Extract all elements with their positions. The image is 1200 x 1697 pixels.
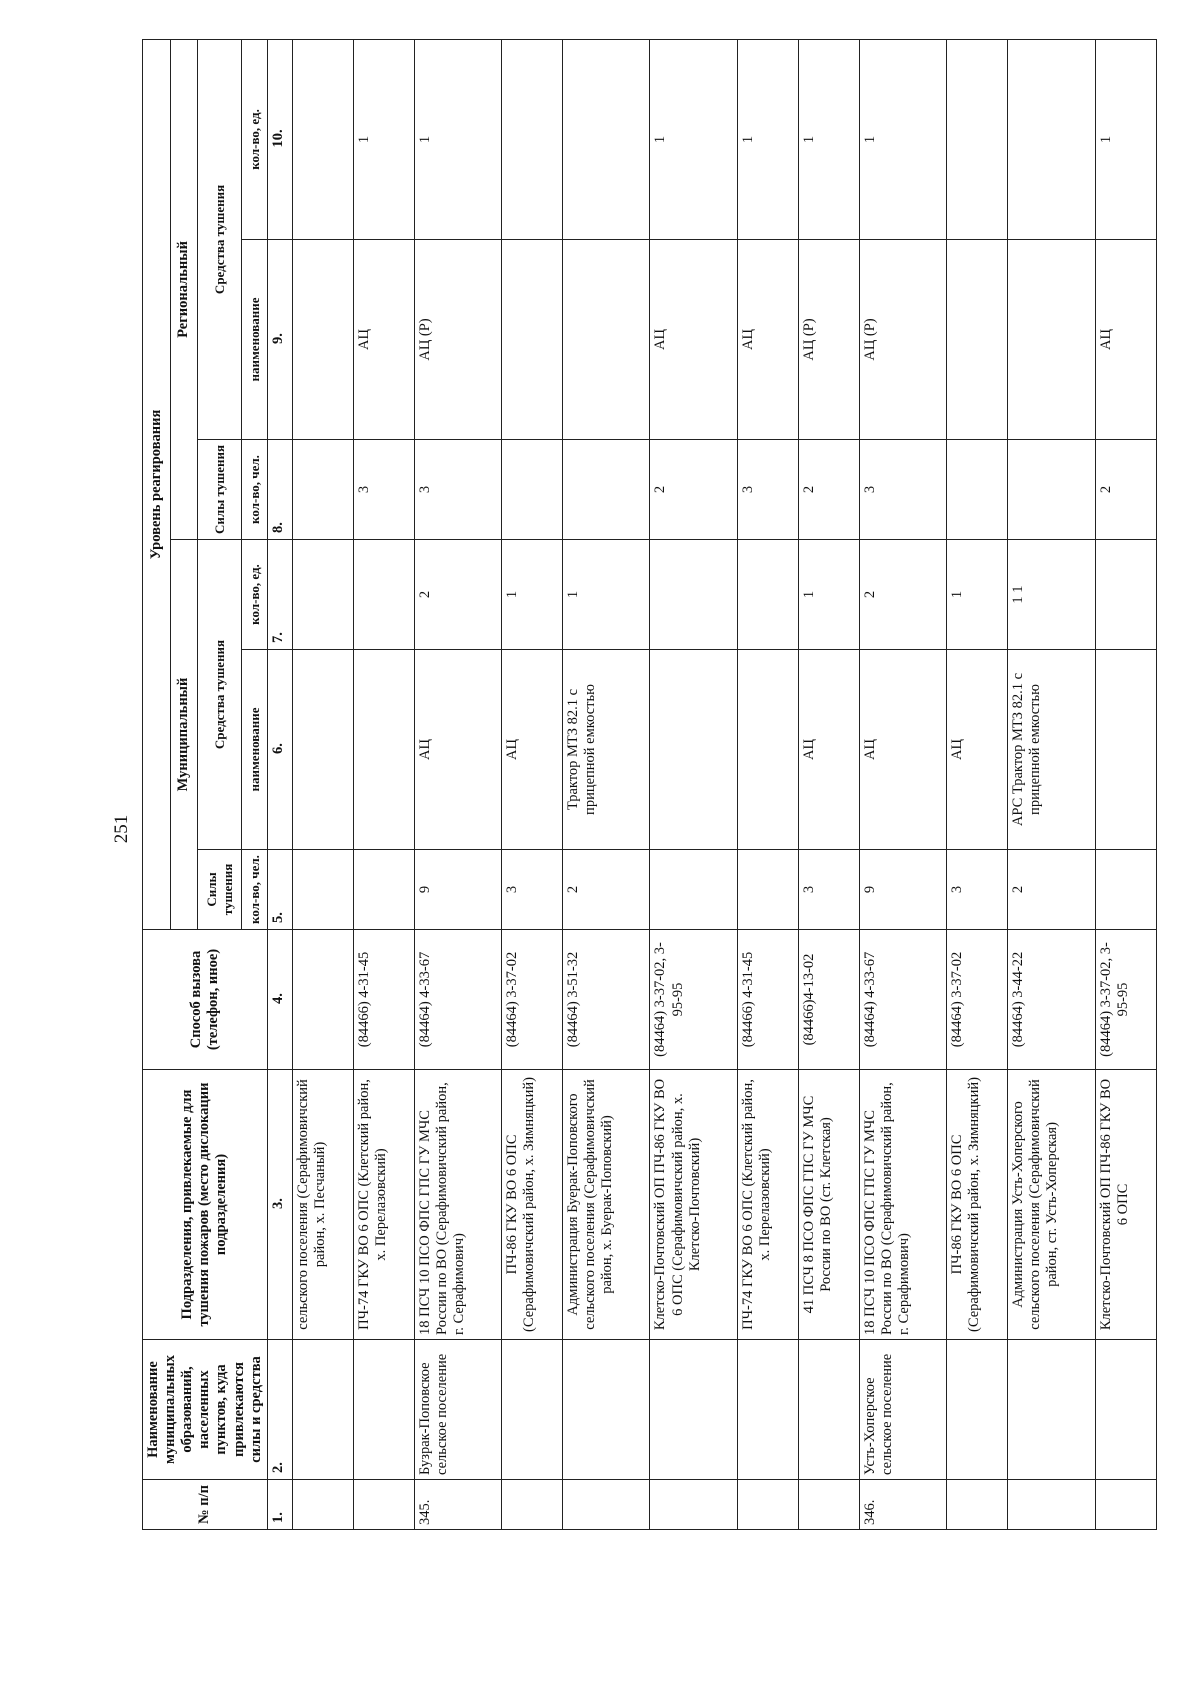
row-r-name: [1008, 240, 1095, 440]
row-phone: (84466) 4-31-45: [353, 930, 414, 1070]
table-row: [798, 39, 859, 1529]
row-phone: (84464) 4-33-67: [859, 930, 946, 1070]
row-r-forces: 3: [353, 440, 414, 540]
row-unit: сельского поселения (Серафимовичский район, х. Песчаный): [292, 1070, 353, 1340]
table-row: [353, 39, 414, 1529]
row-r-forces: [292, 440, 353, 540]
row-m-forces: 9: [414, 850, 501, 930]
row-num: [292, 1480, 353, 1530]
table-row: [502, 39, 563, 1529]
row-m-name: Трактор МТЗ 82.1 с прицепной емкостью: [562, 650, 649, 850]
row-m-qty: [353, 540, 414, 650]
row-m-name: [353, 650, 414, 850]
row-r-name: АЦ: [737, 240, 798, 440]
row-num: 346.: [859, 1480, 946, 1530]
header-municipal: Муниципальный: [170, 540, 198, 930]
row-r-forces: [562, 440, 649, 540]
header-m-forces: Силы тушения: [198, 850, 242, 930]
row-municipality: [650, 1340, 737, 1480]
row-unit: 18 ПСЧ 10 ПСО ФПС ГПС ГУ МЧС России по ВО (Серафимовичский район, г. Серафимович): [859, 1070, 946, 1340]
table-row: [562, 39, 649, 1529]
col-number: 2.: [267, 1340, 292, 1480]
header-r-qty-units: кол-во, ед.: [242, 39, 267, 239]
row-m-forces: 3: [502, 850, 563, 930]
row-unit: ПЧ-86 ГКУ ВО 6 ОПС (Серафимовичский район, х. Зимняцкий): [502, 1070, 563, 1340]
row-phone: (84464) 3-51-32: [562, 930, 649, 1070]
row-r-forces: 2: [650, 440, 737, 540]
row-municipality: [737, 1340, 798, 1480]
row-r-qty: [502, 39, 563, 239]
col-number: 8.: [267, 440, 292, 540]
col-number: 7.: [267, 540, 292, 650]
table-row: [737, 39, 798, 1529]
header-num: № п/п: [143, 1480, 268, 1530]
row-r-name: АЦ: [1095, 240, 1156, 440]
row-unit: Клетско-Почтовский ОП ПЧ-86 ГКУ ВО 6 ОПС (Серафимовичский район, х. Клетско-Почтовский): [650, 1070, 737, 1340]
row-municipality: [947, 1340, 1008, 1480]
row-municipality: Усть-Хоперское сельское поселение: [859, 1340, 946, 1480]
row-m-qty: 1: [562, 540, 649, 650]
row-m-qty: [292, 540, 353, 650]
row-m-name: АЦ: [798, 650, 859, 850]
row-municipality: [502, 1340, 563, 1480]
row-m-qty: [650, 540, 737, 650]
row-r-qty: 1: [353, 39, 414, 239]
rotated-page: [142, 40, 1132, 1530]
col-number: 9.: [267, 240, 292, 440]
row-m-qty: 1 1: [1008, 540, 1095, 650]
row-r-forces: [502, 440, 563, 540]
row-phone: (84464) 3-37-02: [947, 930, 1008, 1070]
row-m-forces: [1095, 850, 1156, 930]
row-m-qty: 1: [947, 540, 1008, 650]
row-m-forces: 2: [562, 850, 649, 930]
row-m-qty: 2: [414, 540, 501, 650]
row-m-forces: 9: [859, 850, 946, 930]
row-m-name: АЦ: [947, 650, 1008, 850]
row-r-name: АЦ (Р): [414, 240, 501, 440]
row-m-qty: [1095, 540, 1156, 650]
row-m-name: АЦ: [414, 650, 501, 850]
table-row: [1095, 39, 1156, 1529]
row-r-name: [292, 240, 353, 440]
header-r-means: Средства тушения: [198, 39, 242, 439]
row-r-qty: 1: [414, 39, 501, 239]
row-unit: Администрация Усть-Хоперского сельского поселения (Серафимовичский район, ст. Усть-Хоперская): [1008, 1070, 1095, 1340]
row-municipality: [292, 1340, 353, 1480]
row-m-forces: [650, 850, 737, 930]
row-m-qty: [737, 540, 798, 650]
header-m-qty-units: кол-во, ед.: [242, 540, 267, 650]
row-r-name: АЦ: [353, 240, 414, 440]
col-number: 4.: [267, 930, 292, 1070]
row-r-qty: 1: [1095, 39, 1156, 239]
col-number: 1.: [267, 1480, 292, 1530]
row-m-name: [1095, 650, 1156, 850]
row-num: [1095, 1480, 1156, 1530]
row-r-qty: 1: [798, 39, 859, 239]
row-m-name: АЦ: [859, 650, 946, 850]
table-row: [292, 39, 353, 1529]
row-r-forces: [1008, 440, 1095, 540]
row-r-name: [947, 240, 1008, 440]
column-number-row: [267, 39, 292, 1529]
row-r-qty: [562, 39, 649, 239]
row-phone: [292, 930, 353, 1070]
table-row: [1008, 39, 1095, 1529]
row-num: 345.: [414, 1480, 501, 1530]
row-municipality: [562, 1340, 649, 1480]
row-r-qty: 1: [859, 39, 946, 239]
row-m-name: АРС Трактор МТЗ 82.1 с прицепной емкостью: [1008, 650, 1095, 850]
table-row: [650, 39, 737, 1529]
row-unit: 41 ПСЧ 8 ПСО ФПС ГПС ГУ МЧС России по ВО (ст. Клетская): [798, 1070, 859, 1340]
header-call-method: Способ вызова (телефон, иное): [143, 930, 268, 1070]
header-response-level: Уровень реагирования: [143, 39, 171, 929]
row-num: [798, 1480, 859, 1530]
row-r-qty: 1: [737, 39, 798, 239]
row-r-qty: 1: [650, 39, 737, 239]
row-num: [562, 1480, 649, 1530]
header-municipality: Наименование муниципальных образований, населенных пунктов, куда привлекаются силы и средства: [143, 1340, 268, 1480]
row-m-qty: 1: [798, 540, 859, 650]
row-r-forces: 3: [414, 440, 501, 540]
col-number: 3.: [267, 1070, 292, 1340]
row-num: [650, 1480, 737, 1530]
row-municipality: [1008, 1340, 1095, 1480]
row-phone: (84464) 3-37-02: [502, 930, 563, 1070]
row-unit: ПЧ-74 ГКУ ВО 6 ОПС (Клетский район, х. Перелазовский): [737, 1070, 798, 1340]
table-row: [414, 39, 501, 1529]
row-r-forces: 2: [798, 440, 859, 540]
row-unit: ПЧ-74 ГКУ ВО 6 ОПС (Клетский район, х. Перелазовский): [353, 1070, 414, 1340]
row-m-forces: [737, 850, 798, 930]
header-m-means: Средства тушения: [198, 540, 242, 850]
row-m-forces: [353, 850, 414, 930]
row-m-name: [737, 650, 798, 850]
page-number: 251: [111, 814, 132, 844]
row-phone: (84464) 3-37-02, 3-95-95: [650, 930, 737, 1070]
header-m-name: наименование: [242, 650, 267, 850]
row-num: [947, 1480, 1008, 1530]
row-r-forces: [947, 440, 1008, 540]
header-r-forces: Силы тушения: [198, 440, 242, 540]
row-m-forces: 3: [798, 850, 859, 930]
row-unit: ПЧ-86 ГКУ ВО 6 ОПС (Серафимовичский район, х. Зимняцкий): [947, 1070, 1008, 1340]
row-unit: 18 ПСЧ 10 ПСО ФПС ГПС ГУ МЧС России по ВО (Серафимовичский район, г. Серафимович): [414, 1070, 501, 1340]
row-municipality: [1095, 1340, 1156, 1480]
row-unit: Администрация Буерак-Поповского сельского поселения (Серафимовичский район, х. Буерак-Поповский): [562, 1070, 649, 1340]
row-r-forces: 3: [737, 440, 798, 540]
row-m-forces: 3: [947, 850, 1008, 930]
row-m-forces: [292, 850, 353, 930]
row-r-name: АЦ (Р): [859, 240, 946, 440]
row-r-name: [562, 240, 649, 440]
row-r-name: АЦ: [650, 240, 737, 440]
header-regional: Региональный: [170, 39, 198, 539]
row-municipality: [798, 1340, 859, 1480]
row-r-name: АЦ (Р): [798, 240, 859, 440]
header-r-qty-people: кол-во, чел.: [242, 440, 267, 540]
row-r-qty: [947, 39, 1008, 239]
col-number: 10.: [267, 39, 292, 239]
header-m-qty-people: кол-во, чел.: [242, 850, 267, 930]
row-unit: Клетско-Почтовский ОП ПЧ-86 ГКУ ВО 6 ОПС: [1095, 1070, 1156, 1340]
header-r-name: наименование: [242, 240, 267, 440]
row-phone: (84464) 3-44-22: [1008, 930, 1095, 1070]
header-unit: Подразделения, привлекаемые для тушения пожаров (место дислокации подразделения): [143, 1070, 268, 1340]
row-phone: (84466)4-13-02: [798, 930, 859, 1070]
row-phone: (84464) 4-33-67: [414, 930, 501, 1070]
col-number: 5.: [267, 850, 292, 930]
row-r-forces: 2: [1095, 440, 1156, 540]
row-phone: (84464) 3-37-02, 3-95-95: [1095, 930, 1156, 1070]
row-num: [502, 1480, 563, 1530]
row-phone: (84466) 4-31-45: [737, 930, 798, 1070]
table-row: [859, 39, 946, 1529]
row-m-name: [650, 650, 737, 850]
row-r-forces: 3: [859, 440, 946, 540]
row-num: [1008, 1480, 1095, 1530]
table-row: [947, 39, 1008, 1529]
col-number: 6.: [267, 650, 292, 850]
row-m-qty: 1: [502, 540, 563, 650]
row-num: [353, 1480, 414, 1530]
row-m-forces: 2: [1008, 850, 1095, 930]
row-m-name: АЦ: [502, 650, 563, 850]
response-table: [142, 39, 1157, 1530]
row-r-qty: [292, 39, 353, 239]
row-num: [737, 1480, 798, 1530]
row-m-name: [292, 650, 353, 850]
row-r-name: [502, 240, 563, 440]
row-municipality: [353, 1340, 414, 1480]
row-municipality: Бузрак-Поповское сельское поселение: [414, 1340, 501, 1480]
row-r-qty: [1008, 39, 1095, 239]
row-m-qty: 2: [859, 540, 946, 650]
